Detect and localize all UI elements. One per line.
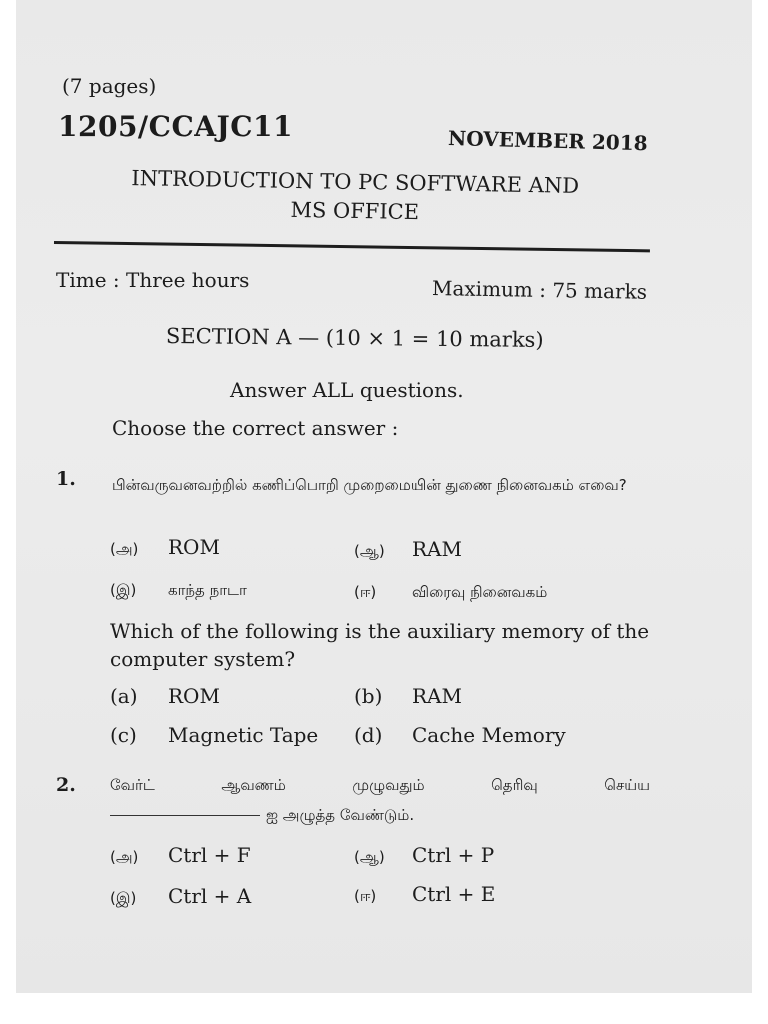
option-label: (ஆ) xyxy=(354,542,385,560)
exam-date: NOVEMBER 2018 xyxy=(447,126,648,156)
option-label: (a) xyxy=(110,684,138,708)
option-text: Cache Memory xyxy=(412,723,566,747)
option-text: காந்த நாடா xyxy=(168,581,247,599)
option-tamil xyxy=(110,580,247,601)
option-tamil xyxy=(354,882,495,907)
option-text: Ctrl + P xyxy=(412,843,495,867)
fill-in-blank xyxy=(110,815,260,816)
maximum-marks: Maximum : 75 marks xyxy=(431,276,648,304)
option-english xyxy=(354,723,566,747)
page-count: (7 pages) xyxy=(62,74,157,98)
sub-instruction: Choose the correct answer : xyxy=(112,416,399,440)
question-number: 2. xyxy=(56,774,76,796)
question-number: 1. xyxy=(56,468,76,490)
option-tamil xyxy=(110,843,251,868)
time-allowed: Time : Three hours xyxy=(56,268,250,292)
option-text: Ctrl + F xyxy=(168,843,251,867)
option-text: Ctrl + E xyxy=(412,882,496,906)
option-tamil xyxy=(354,582,547,603)
option-text: ROM xyxy=(168,684,220,708)
option-tamil xyxy=(110,884,251,909)
option-text: ROM xyxy=(168,535,220,559)
option-english xyxy=(110,723,318,747)
option-tamil xyxy=(354,537,462,562)
option-text: RAM xyxy=(412,684,462,708)
question-text-english: Which of the following is the auxiliary memory of the computer system? xyxy=(110,619,650,671)
option-english xyxy=(354,684,462,708)
option-label: (ஈ) xyxy=(354,887,377,905)
option-label: (அ) xyxy=(110,848,139,866)
section-title: SECTION A — (10 × 1 = 10 marks) xyxy=(165,324,544,352)
option-tamil xyxy=(110,535,220,560)
question-text-tamil: வேர்ட் ஆவணம் முழுவதும் தெரிவு செய்ய xyxy=(110,776,650,794)
option-label: (b) xyxy=(354,684,383,708)
option-text: Magnetic Tape xyxy=(168,723,319,747)
paper-code: 1205/CCAJC11 xyxy=(58,110,293,143)
subject-title: INTRODUCTION TO PC SOFTWARE AND MS OFFICE xyxy=(131,166,580,225)
option-label: (அ) xyxy=(110,540,139,558)
option-english xyxy=(110,684,220,708)
option-label: (ஆ) xyxy=(354,848,385,866)
option-label: (ஈ) xyxy=(354,583,377,601)
option-text: விரைவு நினைவகம் xyxy=(412,583,548,601)
option-label: (இ) xyxy=(110,889,137,907)
section-instruction: Answer ALL questions. xyxy=(230,378,464,402)
option-label: (d) xyxy=(354,723,383,747)
option-label: (இ) xyxy=(110,581,137,599)
option-text: RAM xyxy=(412,537,462,561)
question-text-tamil-line2: ஐ அழுத்த வேண்டும். xyxy=(266,806,415,824)
option-label: (c) xyxy=(110,723,137,747)
option-text: Ctrl + A xyxy=(168,884,252,908)
option-tamil xyxy=(354,843,494,868)
question-text-tamil xyxy=(110,806,414,826)
question-text-tamil: பின்வருவனவற்றில் கணிப்பொறி முறைமையின் துணை நினைவகம் எவை? xyxy=(112,476,627,494)
